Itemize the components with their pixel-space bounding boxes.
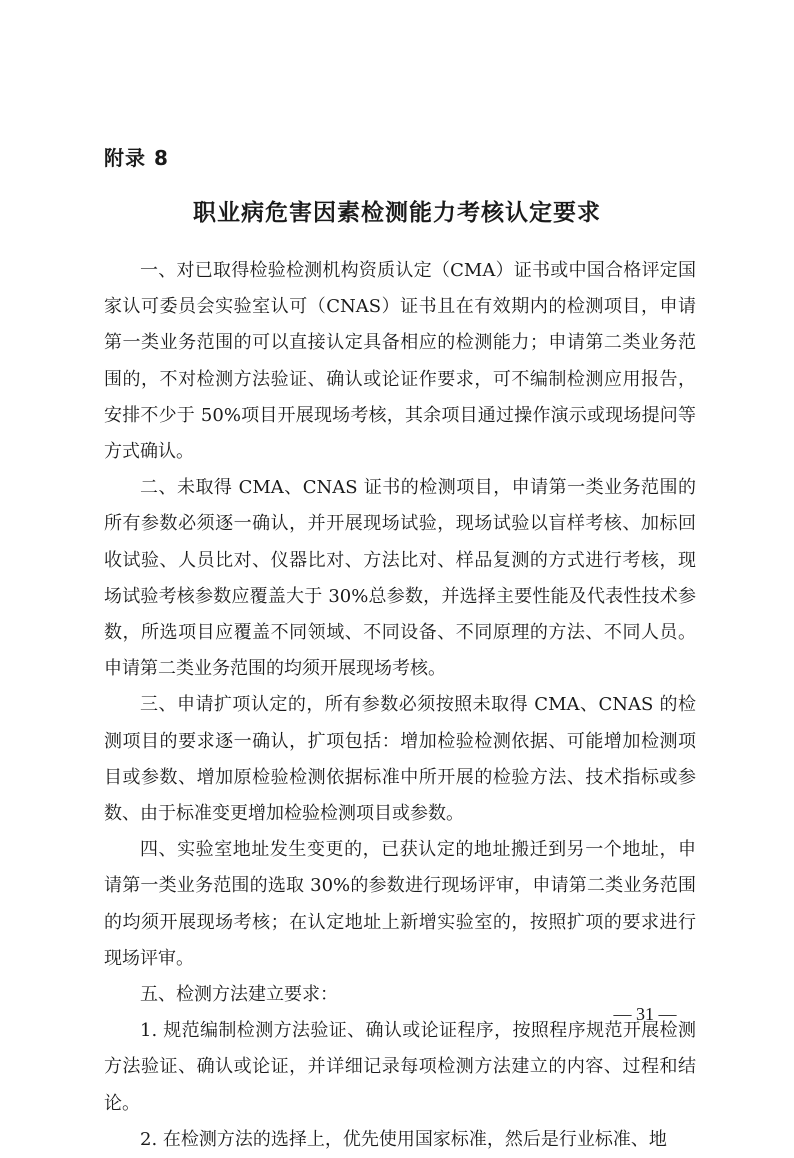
paragraph-6: 1. 规范编制检测方法验证、确认或论证程序，按照程序规范开展检测方法验证、确认或论证，并详细记录每项检测方法建立的内容、过程和结论。 bbox=[104, 1020, 696, 1114]
paragraph-7: 2. 在检测方法的选择上，优先使用国家标准，然后是行业标准、地 bbox=[140, 1128, 667, 1150]
document-title: 职业病危害因素检测能力考核认定要求 bbox=[193, 200, 601, 226]
paragraph-3: 三、申请扩项认定的，所有参数必须按照未取得 CMA、CNAS 的检测项目的要求逐一确认，扩项包括：增加检验检测依据、可能增加检测项目或参数、增加原检验检测依据标准中所开展的检验方法、技术指标或参数、由于标准变更增加检验检测项目或参数。 bbox=[104, 694, 696, 825]
paragraph-4: 四、实验室地址发生变更的，已获认定的地址搬迁到另一个地址，申请第一类业务范围的选取 30%的参数进行现场评审，申请第二类业务范围的均须开展现场考核；在认定地址上新增实验室的，按照扩项的要求进行现场评审。 bbox=[104, 839, 696, 969]
appendix-label: 附录 8 bbox=[104, 146, 169, 170]
page-number: — 31 — bbox=[613, 1004, 677, 1024]
paragraph-2: 二、未取得 CMA、CNAS 证书的检测项目，申请第一类业务范围的所有参数必须逐一确认，并开展现场试验，现场试验以盲样考核、加标回收试验、人员比对、仪器比对、方法比对、样品复测的方式进行考核，现场试验考核参数应覆盖大于 30%总参数，并选择主要性能及代表性技术参数，所选项目应覆盖不同领域、不同设备、不同原理的方法、不同人员。申请第二类业务范围的均须开展现场考核。 bbox=[104, 477, 696, 680]
paragraph-5: 五、检测方法建立要求： bbox=[140, 984, 338, 1006]
paragraph-1: 一、对已取得检验检测机构资质认定（CMA）证书或中国合格评定国家认可委员会实验室认可（CNAS）证书且在有效期内的检测项目，申请第一类业务范围的可以直接认定具备相应的检测能力；申请第二类业务范围的，不对检测方法验证、确认或论证作要求，可不编制检测应用报告，安排不少于 50%项目开展现场考核，其余项目通过操作演示或现场提问等方式确认。 bbox=[104, 260, 696, 463]
